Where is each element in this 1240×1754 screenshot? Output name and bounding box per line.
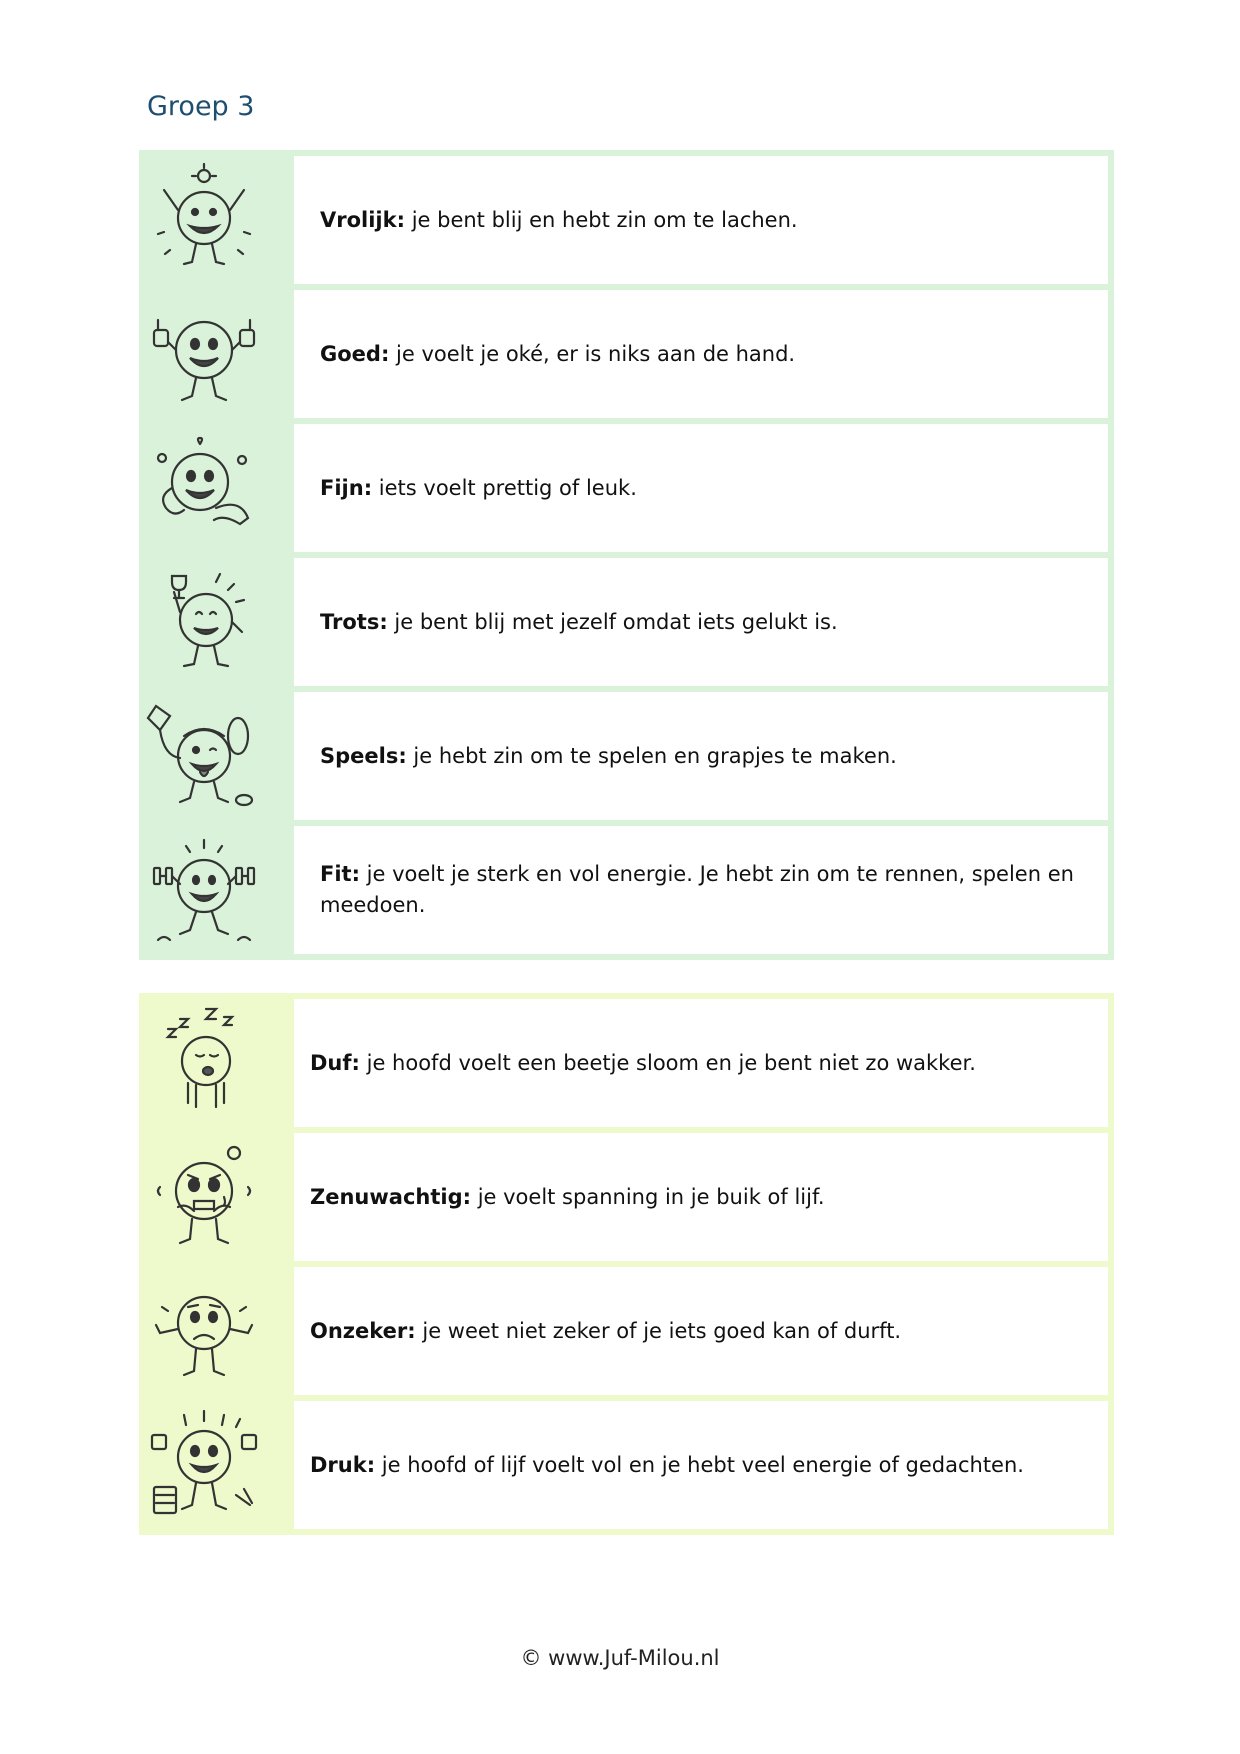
feeling-word: Onzeker: [310, 1318, 408, 1343]
feeling-word: Druk: [310, 1452, 367, 1477]
feeling-description: je hoofd voelt een beetje sloom en je bent niet zo wakker.: [359, 1050, 976, 1075]
feeling-separator: :: [462, 1184, 472, 1209]
nervous-face-icon: [144, 1137, 264, 1257]
feeling-row: [294, 290, 1108, 418]
page-title: Groep 3: [147, 91, 255, 122]
relaxed-face-icon: [144, 428, 264, 548]
footer-copyright: © www.Juf-Milou.nl: [520, 1646, 720, 1670]
fit-face-icon: [144, 830, 264, 950]
feeling-word: Trots: [320, 609, 380, 634]
feeling-description: je weet niet zeker of je iets goed kan of durft.: [415, 1318, 902, 1343]
feeling-row: [294, 424, 1108, 552]
feeling-description: je voelt je sterk en vol energie. Je hebt zin om te rennen, spelen en meedoen.: [320, 862, 1074, 917]
feeling-word: Duf: [310, 1050, 352, 1075]
feeling-separator: :: [396, 207, 406, 232]
happy-face-icon: [144, 160, 264, 280]
feeling-separator: :: [351, 1050, 360, 1075]
feeling-separator: :: [398, 743, 407, 768]
feeling-description: je voelt spanning in je buik of lijf.: [471, 1184, 825, 1209]
feeling-separator: :: [351, 862, 360, 886]
feeling-description: je bent blij en hebt zin om te lachen.: [405, 207, 798, 232]
feeling-separator: :: [407, 1318, 416, 1343]
feeling-row: [294, 999, 1108, 1127]
feeling-description: je bent blij met jezelf omdat iets gelukt is.: [387, 609, 838, 634]
feeling-row: [294, 156, 1108, 284]
feeling-row: [294, 692, 1108, 820]
feeling-row: [294, 1401, 1108, 1529]
feeling-separator: :: [379, 609, 388, 634]
feeling-word: Fijn: [320, 475, 364, 500]
feeling-word: Fit: [320, 862, 352, 886]
unsure-face-icon: [144, 1271, 264, 1391]
feeling-separator: :: [366, 1452, 376, 1477]
busy-face-icon: [144, 1405, 264, 1525]
feeling-separator: :: [363, 475, 373, 500]
sleepy-face-icon: [144, 1003, 264, 1123]
playful-face-icon: [144, 696, 264, 816]
feeling-row: [294, 558, 1108, 686]
feeling-word: Zenuwachtig: [310, 1184, 463, 1209]
feeling-word: Goed: [320, 341, 381, 366]
feeling-description: iets voelt prettig of leuk.: [372, 475, 637, 500]
feeling-separator: :: [380, 341, 390, 366]
feeling-description: je hebt zin om te spelen en grapjes te maken.: [406, 743, 897, 768]
other-feelings-block: [139, 993, 1114, 1535]
feeling-word: Vrolijk: [320, 207, 397, 232]
proud-face-icon: [144, 562, 264, 682]
feeling-row: [294, 826, 1108, 954]
positive-feelings-block: [139, 150, 1114, 960]
feeling-word: Speels: [320, 743, 399, 768]
feeling-description: je voelt je oké, er is niks aan de hand.: [389, 341, 796, 366]
feeling-row: [294, 1267, 1108, 1395]
feeling-row: [294, 1133, 1108, 1261]
thumbs-up-face-icon: [144, 294, 264, 414]
feeling-description: je hoofd of lijf voelt vol en je hebt veel energie of gedachten.: [375, 1452, 1024, 1477]
